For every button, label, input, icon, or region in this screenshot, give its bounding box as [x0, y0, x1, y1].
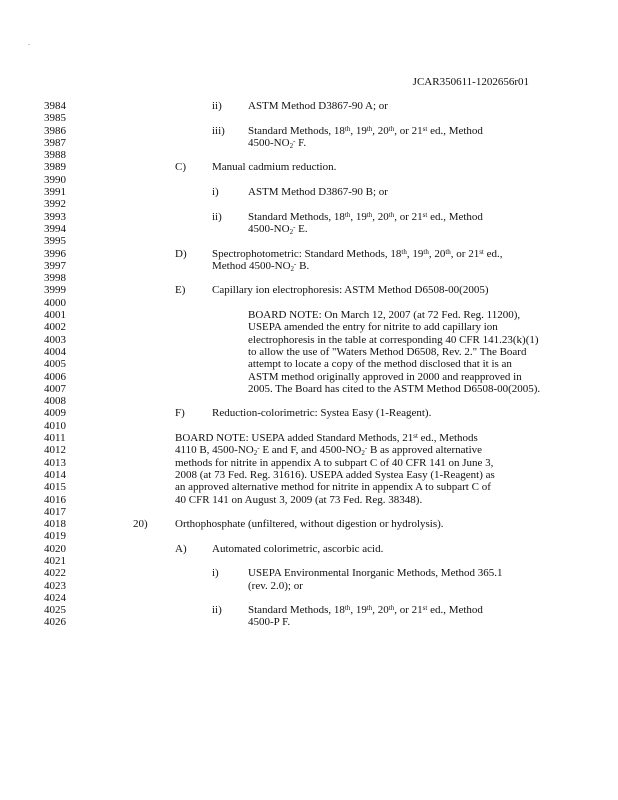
- line-text: Method $4500-NO_2^-$ B.: [212, 259, 310, 273]
- line-number: 3993: [44, 210, 66, 223]
- line-4021: [0, 555, 618, 567]
- line-3994: [0, 223, 618, 235]
- line-text: Capillary ion electrophoresis: ASTM Method D6508-00(2005): [212, 284, 489, 297]
- line-4003: [0, 334, 618, 346]
- line-number: 3997: [44, 259, 66, 272]
- line-number: 4021: [44, 554, 66, 567]
- line-number: 4024: [44, 591, 66, 604]
- line-4004: [0, 346, 618, 358]
- line-text: Standard Methods, 18th, 19th, 20th, or 21st ed., Method: [248, 124, 483, 137]
- line-text: $4500-NO_2^-$ F.: [248, 136, 307, 150]
- line-number: 3991: [44, 186, 66, 199]
- line-text: USEPA amended the entry for nitrite to add capillary ion: [248, 321, 498, 334]
- line-number: 3998: [44, 272, 66, 285]
- line-4010: [0, 420, 618, 432]
- line-number: 4023: [44, 579, 66, 592]
- line-4024: [0, 592, 618, 604]
- line-text: Standard Methods, 18th, 19th, 20th, or 21st ed., Method: [248, 210, 483, 223]
- line-text: to allow the use of "Waters Method D6508, Rev. 2." The Board: [248, 345, 527, 358]
- line-text: Orthophosphate (unfiltered, without digestion or hydrolysis).: [175, 518, 444, 531]
- line-4000: [0, 297, 618, 309]
- line-number: 4019: [44, 530, 66, 543]
- line-number: 3994: [44, 222, 66, 235]
- numbered-lines: [0, 100, 618, 629]
- item-label: i): [212, 186, 219, 199]
- line-text: BOARD NOTE: USEPA added Standard Methods, 21st ed., Methods: [175, 432, 478, 445]
- line-text: ASTM Method D3867-90 B; or: [248, 186, 388, 199]
- line-number: 4010: [44, 419, 66, 432]
- line-text: 2005. The Board has cited to the ASTM Method D6508-00(2005).: [248, 382, 541, 395]
- line-number: 4011: [44, 432, 66, 445]
- line-3988: [0, 149, 618, 161]
- line-number: 4016: [44, 493, 66, 506]
- line-text: BOARD NOTE: On March 12, 2007 (at 72 Fed. Reg. 11200),: [248, 309, 521, 322]
- line-number: 3990: [44, 173, 66, 186]
- line-number: 4022: [44, 567, 66, 580]
- item-label: ii): [212, 210, 222, 223]
- line-4015: [0, 481, 618, 493]
- item-label: E): [175, 284, 186, 297]
- line-4008: [0, 395, 618, 407]
- line-4026: [0, 616, 618, 628]
- line-text: an approved alternative method for nitrite in appendix A to subpart C of: [175, 481, 491, 494]
- line-number: 4018: [44, 518, 66, 531]
- line-number: 4017: [44, 505, 66, 518]
- line-number: 4012: [44, 444, 66, 457]
- line-text: 4500-P F.: [248, 616, 291, 629]
- line-text: ASTM Method D3867-90 A; or: [248, 100, 388, 112]
- line-text: (rev. 2.0); or: [248, 579, 303, 592]
- line-4016: [0, 494, 618, 506]
- line-text: electrophoresis in the table at corresponding 40 CFR 141.23(k)(1): [248, 333, 539, 346]
- line-number: 3988: [44, 149, 66, 162]
- line-number: 3995: [44, 235, 66, 248]
- line-4017: [0, 506, 618, 518]
- line-4022: [0, 567, 618, 579]
- line-4002: [0, 321, 618, 333]
- line-4019: [0, 530, 618, 542]
- line-text: Standard Methods, 18th, 19th, 20th, or 21st ed., Method: [248, 604, 483, 617]
- item-label: 20): [133, 518, 148, 531]
- line-3991: [0, 186, 618, 198]
- document-id: JCAR350611-1202656r01: [412, 76, 529, 88]
- line-text: 40 CFR 141 on August 3, 2009 (at 73 Fed. Reg. 38348).: [175, 493, 423, 506]
- line-number: 4000: [44, 296, 66, 309]
- item-label: F): [175, 407, 185, 420]
- line-number: 4003: [44, 333, 66, 346]
- line-text: methods for nitrite in appendix A to subpart C of 40 CFR 141 on June 3,: [175, 456, 494, 469]
- item-label: D): [175, 247, 187, 260]
- line-4006: [0, 371, 618, 383]
- line-text: attempt to locate a copy of the method disclosed that it is an: [248, 358, 512, 371]
- item-label: C): [175, 161, 186, 174]
- line-3992: [0, 198, 618, 210]
- line-4007: [0, 383, 618, 395]
- line-number: 4005: [44, 358, 66, 371]
- line-number: 4008: [44, 395, 66, 408]
- line-4001: [0, 309, 618, 321]
- line-4011: [0, 432, 618, 444]
- line-3987: [0, 137, 618, 149]
- line-3989: [0, 161, 618, 173]
- line-number: 3992: [44, 198, 66, 211]
- line-3984: [0, 100, 618, 112]
- line-number: 3989: [44, 161, 66, 174]
- line-4012: [0, 444, 618, 456]
- corner-mark: .: [28, 38, 30, 47]
- line-number: 4006: [44, 370, 66, 383]
- line-number: 4015: [44, 481, 66, 494]
- line-number: 4007: [44, 382, 66, 395]
- line-text: Reduction-colorimetric: Systea Easy (1-Reagent).: [212, 407, 432, 420]
- line-text: USEPA Environmental Inorganic Methods, Method 365.1: [248, 567, 503, 580]
- line-4018: [0, 518, 618, 530]
- line-4014: [0, 469, 618, 481]
- line-text: 2008 (at 73 Fed. Reg. 31616). USEPA added Systea Easy (1-Reagent) as: [175, 468, 495, 481]
- line-number: 3999: [44, 284, 66, 297]
- line-4020: [0, 543, 618, 555]
- line-4023: [0, 580, 618, 592]
- item-label: i): [212, 567, 219, 580]
- line-3997: [0, 260, 618, 272]
- line-3995: [0, 235, 618, 247]
- line-text: ASTM method originally approved in 2000 and reapproved in: [248, 370, 522, 383]
- line-number: 4026: [44, 616, 66, 629]
- line-3985: [0, 112, 618, 124]
- line-3990: [0, 174, 618, 186]
- line-text: Spectrophotometric: Standard Methods, 18th, 19th, 20th, or 21st ed.,: [212, 247, 503, 260]
- line-number: 4004: [44, 345, 66, 358]
- line-3986: [0, 125, 618, 137]
- line-number: 4025: [44, 604, 66, 617]
- line-number: 3985: [44, 112, 66, 125]
- line-number: 3987: [44, 136, 66, 149]
- line-3993: [0, 211, 618, 223]
- item-label: iii): [212, 124, 225, 137]
- line-number: 3986: [44, 124, 66, 137]
- item-label: ii): [212, 100, 222, 112]
- line-number: 3984: [44, 100, 66, 112]
- line-3999: [0, 284, 618, 296]
- line-3998: [0, 272, 618, 284]
- line-number: 4014: [44, 468, 66, 481]
- line-text: 4110 B, $4500-NO_2^-$ E and F, and $4500-NO_2^-$ B as approved alternative: [175, 444, 483, 458]
- line-number: 4020: [44, 542, 66, 555]
- item-label: ii): [212, 604, 222, 617]
- line-4025: [0, 604, 618, 616]
- line-4009: [0, 407, 618, 419]
- line-number: 4013: [44, 456, 66, 469]
- line-text: Manual cadmium reduction.: [212, 161, 337, 174]
- line-number: 3996: [44, 247, 66, 260]
- line-number: 4001: [44, 309, 66, 322]
- line-text: Automated colorimetric, ascorbic acid.: [212, 542, 384, 555]
- line-4013: [0, 457, 618, 469]
- line-number: 4009: [44, 407, 66, 420]
- item-label: A): [175, 542, 187, 555]
- line-4005: [0, 358, 618, 370]
- line-number: 4002: [44, 321, 66, 334]
- line-3996: [0, 248, 618, 260]
- line-text: $4500-NO_2^-$ E.: [248, 222, 308, 236]
